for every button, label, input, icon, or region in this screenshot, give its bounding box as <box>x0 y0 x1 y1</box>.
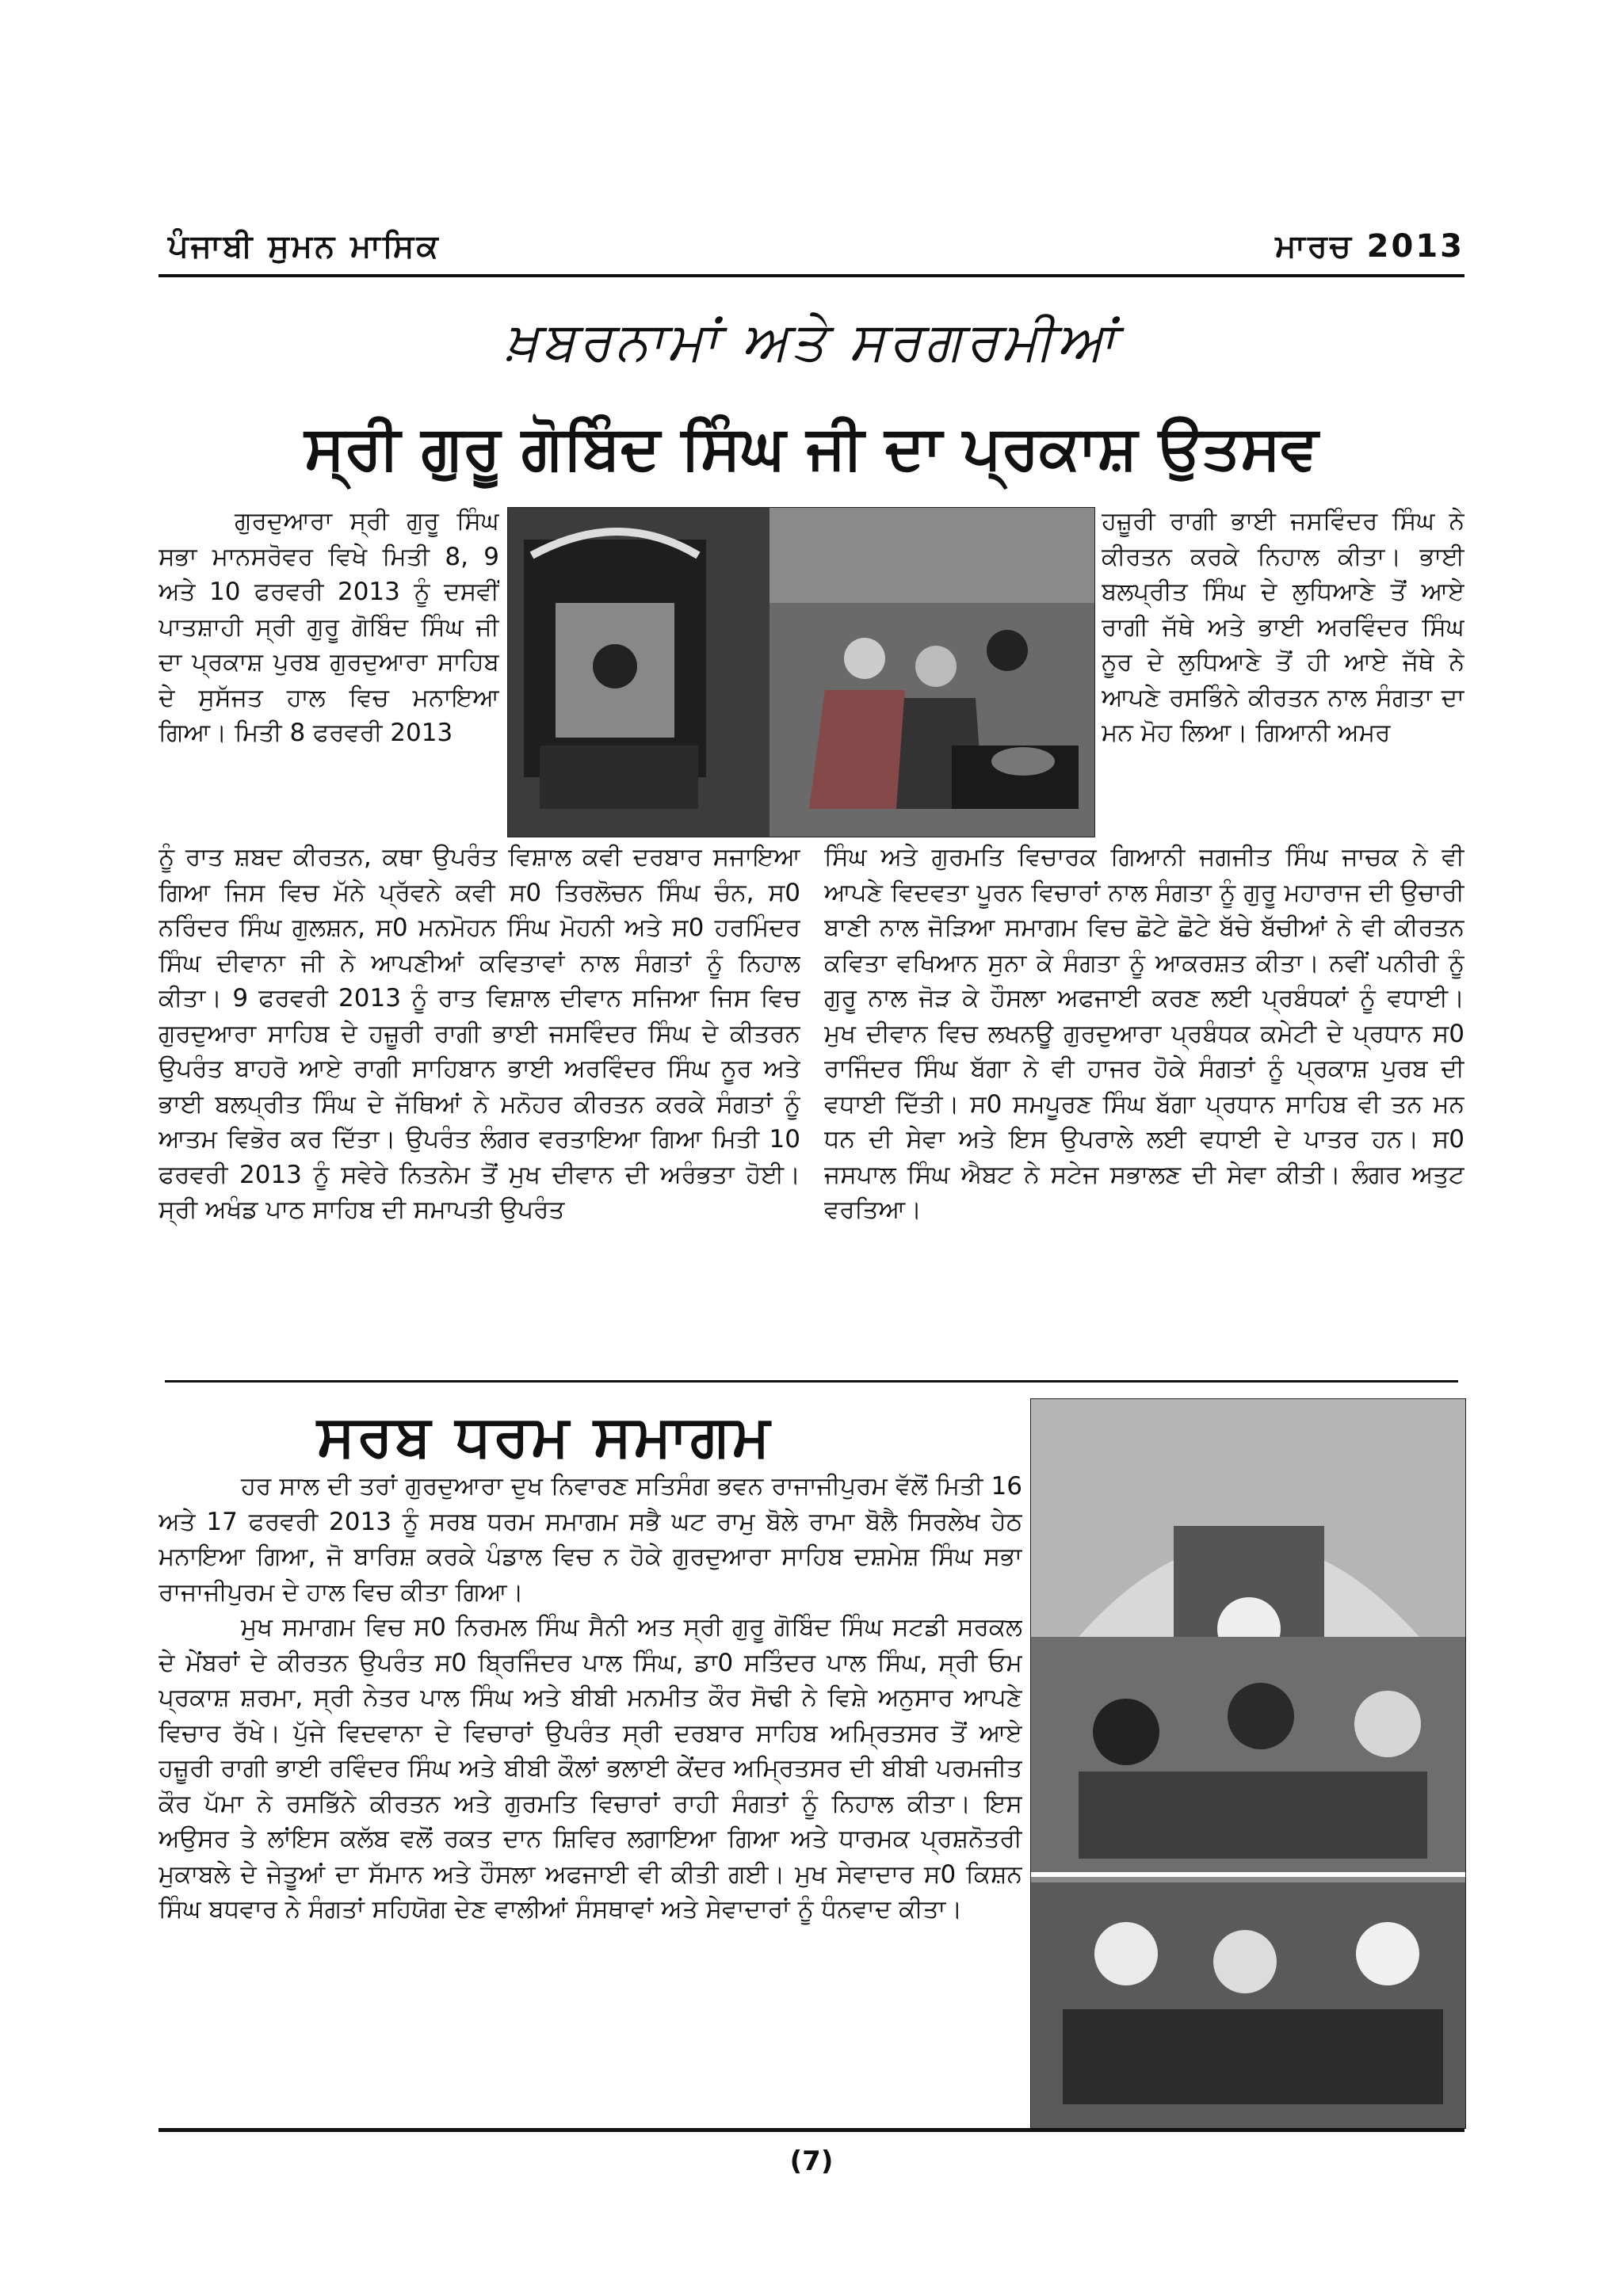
header-rule <box>158 274 1465 277</box>
sarab-dharam-photo-image <box>1031 1399 1465 2128</box>
kirtan-photo-image <box>508 508 1094 837</box>
article2-paragraph-1: ਹਰ ਸਾਲ ਦੀ ਤਰਾਂ ਗੁਰਦੁਆਰਾ ਦੁਖ ਨਿਵਾਰਣ ਸਤਿਸੰਗ ਭਵਨ ਰਾਜਾਜੀਪੁਰਮ ਵੱਲੋਂ ਮਿਤੀ 16 ਅਤੇ 17 ਫਰਵਰੀ 2013 ਨੂੰ ਸਰਬ ਧਰਮ ਸਮਾਗਮ ਸਭੈ ਘਟ ਰਾਮੁ ਬੋਲੇ ਰਾਮਾ ਬੋਲੈ ਸਿਰਲੇਖ ਹੇਠ ਮਨਾਇਆ ਗਿਆ, ਜੋ ਬਾਰਿਸ਼ ਕਰਕੇ ਪੰਡਾਲ ਵਿਚ ਨ ਹੋਕੇ ਗੁਰਦੁਆਰਾ ਸਾਹਿਬ ਦਸ਼ਮੇਸ਼ ਸਿੰਘ ਸਭਾ ਰਾਜਾਜੀਪੁਰਮ ਦੇ ਹਾਲ ਵਿਚ ਕੀਤਾ ਗਿਆ। <box>158 1472 1022 1607</box>
running-header-right: ਮਾਰਚ 2013 <box>1275 228 1465 265</box>
footer-rule <box>158 2128 1465 2132</box>
article-separator <box>165 1380 1458 1383</box>
article1-col-left-top <box>158 504 499 837</box>
article2-title: ਸਰਬ ਧਰਮ ਸਮਾਗਮ <box>317 1402 773 1469</box>
page-number: (7) <box>789 2145 834 2177</box>
kirtan-photo <box>507 507 1095 837</box>
article1-col-right-bottom <box>824 840 1465 1379</box>
article1-col-left-bottom <box>158 840 800 1379</box>
section-banner: ਖ਼ਬਰਨਾਮਾਂ ਅਤੇ ਸਰਗਰਮੀਆਂ <box>504 311 1119 373</box>
article1-col-right-top <box>1102 504 1465 837</box>
sarab-dharam-photo <box>1030 1398 1466 2129</box>
article1-text: ਗੁਰਦੁਆਰਾ ਸ੍ਰੀ ਗੁਰੂ ਸਿੰਘ ਸਭਾ ਮਾਨਸਰੋਵਰ ਵਿਖੇ ਮਿਤੀ 8, 9 ਅਤੇ 10 ਫਰਵਰੀ 2013 ਨੂੰ ਦਸਵੀਂ ਪਾਤਸ਼ਾਹੀ ਸ੍ਰੀ ਗੁਰੂ ਗੋਬਿੰਦ ਸਿੰਘ ਜੀ ਦਾ ਪ੍ਰਕਾਸ਼ ਪੁਰਬ ਗੁਰਦੁਆਰਾ ਸਾਹਿਬ ਦੇ ਸੁਸੱਜਤ ਹਾਲ ਵਿਚ ਮਨਾਇਆ ਗਿਆ। ਮਿਤੀ 8 ਫਰਵਰੀ 2013 <box>158 507 499 747</box>
article1-text: ਸਿੰਘ ਅਤੇ ਗੁਰਮਤਿ ਵਿਚਾਰਕ ਗਿਆਨੀ ਜਗਜੀਤ ਸਿੰਘ ਜਾਚਕ ਨੇ ਵੀ ਆਪਣੇ ਵਿਦਵਤਾ ਪੂਰਨ ਵਿਚਾਰਾਂ ਨਾਲ ਸੰਗਤਾ ਨੂੰ ਗੁਰੂ ਮਹਾਰਾਜ ਦੀ ਉਚਾਰੀ ਬਾਣੀ ਨਾਲ ਜੋੜਿਆ ਸਮਾਗਮ ਵਿਚ ਛੋਟੇ ਛੋਟੇ ਬੱਚੇ ਬੱਚੀਆਂ ਨੇ ਵੀ ਕੀਰਤਨ ਕਵਿਤਾ ਵਖਿਆਨ ਸੁਨਾ ਕੇ ਸੰਗਤਾ ਨੂੰ ਆਕਰਸ਼ਤ ਕੀਤਾ। ਨਵੀਂ ਪਨੀਰੀ ਨੂੰ ਗੁਰੂ ਨਾਲ ਜੋੜ ਕੇ ਹੌਸਲਾ ਅਫਜਾਈ ਕਰਣ ਲਈ ਪ੍ਰਬੰਧਕਾਂ ਨੂੰ ਵਧਾਈ। ਮੁਖ ਦੀਵਾਨ ਵਿਚ ਲਖਨਊ ਗੁਰਦੁਆਰਾ ਪ੍ਰਬੰਧਕ ਕਮੇਟੀ ਦੇ ਪ੍ਰਧਾਨ ਸ0 ਰਾਜਿੰਦਰ ਸਿੰਘ ਬੱਗਾ ਨੇ ਵੀ ਹਾਜਰ ਹੋਕੇ ਸੰਗਤਾਂ ਨੂੰ ਪ੍ਰਕਾਸ਼ ਪੁਰਬ ਦੀ ਵਧਾਈ ਦਿੱਤੀ। ਸ0 ਸਮਪੂਰਣ ਸਿੰਘ ਬੱਗਾ ਪ੍ਰਧਾਨ ਸਾਹਿਬ ਵੀ ਤਨ ਮਨ ਧਨ ਦੀ ਸੇਵਾ ਅਤੇ ਇਸ ਉਪਰਾਲੇ ਲਈ ਵਧਾਈ ਦੇ ਪਾਤਰ ਹਨ। ਸ0 ਜਸਪਾਲ ਸਿੰਘ ਐਬਟ ਨੇ ਸਟੇਜ ਸਭਾਲਣ ਦੀ ਸੇਵਾ ਕੀਤੀ। ਲੰਗਰ ਅਤੁਟ ਵਰਤਿਆ। <box>824 843 1465 1224</box>
article1-text: ਨੂੰ ਰਾਤ ਸ਼ਬਦ ਕੀਰਤਨ, ਕਥਾ ਉਪਰੰਤ ਵਿਸ਼ਾਲ ਕਵੀ ਦਰਬਾਰ ਸਜਾਇਆ ਗਿਆ ਜਿਸ ਵਿਚ ਮੱਨੇ ਪ੍ਰੱਵਨੇ ਕਵੀ ਸ0 ਤਿਰਲੋਚਨ ਸਿੰਘ ਚੰਨ, ਸ0 ਨਰਿੰਦਰ ਸਿੰਘ ਗੁਲਸ਼ਨ, ਸ0 ਮਨਮੋਹਨ ਸਿੰਘ ਮੋਹਨੀ ਅਤੇ ਸ0 ਹਰਮਿੰਦਰ ਸਿੰਘ ਦੀਵਾਨਾ ਜੀ ਨੇ ਆਪਣੀਆਂ ਕਵਿਤਾਵਾਂ ਨਾਲ ਸੰਗਤਾਂ ਨੂੰ ਨਿਹਾਲ ਕੀਤਾ। 9 ਫਰਵਰੀ 2013 ਨੂੰ ਰਾਤ ਵਿਸ਼ਾਲ ਦੀਵਾਨ ਸਜਿਆ ਜਿਸ ਵਿਚ ਗੁਰਦੁਆਰਾ ਸਾਹਿਬ ਦੇ ਹਜ਼ੂਰੀ ਰਾਗੀ ਭਾਈ ਜਸਵਿੰਦਰ ਸਿੰਘ ਦੇ ਕੀਤਰਨ ਉਪਰੰਤ ਬਾਹਰੋ ਆਏ ਰਾਗੀ ਸਾਹਿਬਾਨ ਭਾਈ ਅਰਵਿੰਦਰ ਸਿੰਘ ਨੂਰ ਅਤੇ ਭਾਈ ਬਲਪ੍ਰੀਤ ਸਿੰਘ ਦੇ ਜੱਥਿਆਂ ਨੇ ਮਨੋਹਰ ਕੀਰਤਨ ਕਰਕੇ ਸੰਗਤਾਂ ਨੂੰ ਆਤਮ ਵਿਭੋਰ ਕਰ ਦਿੱਤਾ। ਉਪਰੰਤ ਲੰਗਰ ਵਰਤਾਇਆ ਗਿਆ ਮਿਤੀ 10 ਫਰਵਰੀ 2013 ਨੂੰ ਸਵੇਰੇ ਨਿਤਨੇਮ ਤੋਂ ਮੁਖ ਦੀਵਾਨ ਦੀ ਅਰੰਭਤਾ ਹੋਈ। ਸ੍ਰੀ ਅਖੰਡ ਪਾਠ ਸਾਹਿਬ ਦੀ ਸਮਾਪਤੀ ਉਪਰੰਤ <box>158 843 800 1224</box>
article1-text: ਹਜ਼ੂਰੀ ਰਾਗੀ ਭਾਈ ਜਸਵਿੰਦਰ ਸਿੰਘ ਨੇ ਕੀਰਤਨ ਕਰਕੇ ਨਿਹਾਲ ਕੀਤਾ। ਭਾਈ ਬਲਪ੍ਰੀਤ ਸਿੰਘ ਦੇ ਲੁਧਿਆਣੇ ਤੋਂ ਆਏ ਰਾਗੀ ਜੱਥੇ ਅਤੇ ਭਾਈ ਅਰਵਿੰਦਰ ਸਿੰਘ ਨੂਰ ਦੇ ਲੁਧਿਆਣੇ ਤੋਂ ਹੀ ਆਏ ਜੱਥੇ ਨੇ ਆਪਣੇ ਰਸਭਿੰਨੇ ਕੀਰਤਨ ਨਾਲ ਸੰਗਤਾ ਦਾ ਮਨ ਮੋਹ ਲਿਆ। ਗਿਆਨੀ ਅਮਰ <box>1102 507 1465 747</box>
article1-title: ਸ੍ਰੀ ਗੁਰੂ ਗੋਬਿੰਦ ਸਿੰਘ ਜੀ ਦਾ ਪ੍ਰਕਾਸ਼ ਉਤਸਵ <box>304 412 1319 482</box>
article2-body <box>158 1469 1022 2103</box>
running-header-left: ਪੰਜਾਬੀ ਸੁਮਨ ਮਾਸਿਕ <box>168 228 441 265</box>
article2-paragraph-2: ਮੁਖ ਸਮਾਗਮ ਵਿਚ ਸ0 ਨਿਰਮਲ ਸਿੰਘ ਸੈਨੀ ਅਤ ਸ੍ਰੀ ਗੁਰੂ ਗੋਬਿੰਦ ਸਿੰਘ ਸਟਡੀ ਸਰਕਲ ਦੇ ਮੇਂਬਰਾਂ ਦੇ ਕੀਰਤਨ ਉਪਰੰਤ ਸ0 ਬ੍ਰਿਜਿੰਦਰ ਪਾਲ ਸਿੰਘ, ਡਾ0 ਸਤਿੰਦਰ ਪਾਲ ਸਿੰਘ, ਸ੍ਰੀ ਓਮ ਪ੍ਰਕਾਸ਼ ਸ਼ਰਮਾ, ਸ੍ਰੀ ਨੇਤਰ ਪਾਲ ਸਿੰਘ ਅਤੇ ਬੀਬੀ ਮਨਮੀਤ ਕੌਰ ਸੋਢੀ ਨੇ ਵਿਸ਼ੇ ਅਨੁਸਾਰ ਆਪਣੇ ਵਿਚਾਰ ਰੱਖੇ। ਪੁੱਜੇ ਵਿਦਵਾਨਾ ਦੇ ਵਿਚਾਰਾਂ ਉਪਰੰਤ ਸ੍ਰੀ ਦਰਬਾਰ ਸਾਹਿਬ ਅਮ੍ਰਿਤਸਰ ਤੋਂ ਆਏ ਹਜ਼ੂਰੀ ਰਾਗੀ ਭਾਈ ਰਵਿੰਦਰ ਸਿੰਘ ਅਤੇ ਬੀਬੀ ਕੌਲਾਂ ਭਲਾਈ ਕੇਂਦਰ ਅਮ੍ਰਿਤਸਰ ਦੀ ਬੀਬੀ ਪਰਮਜੀਤ ਕੌਰ ਪੱਮਾ ਨੇ ਰਸਭਿੱਨੇ ਕੀਰਤਨ ਅਤੇ ਗੁਰਮਤਿ ਵਿਚਾਰਾਂ ਰਾਹੀ ਸੰਗਤਾਂ ਨੂੰ ਨਿਹਾਲ ਕੀਤਾ। ਇਸ ਅਉਸਰ ਤੇ ਲਾਂਇਸ ਕਲੱਬ ਵਲੋਂ ਰਕਤ ਦਾਨ ਸ਼ਿਵਿਰ ਲਗਾਇਆ ਗਿਆ ਅਤੇ ਧਾਰਮਕ ਪ੍ਰਸ਼ਨੋਤਰੀ ਮੁਕਾਬਲੇ ਦੇ ਜੇਤੂਆਂ ਦਾ ਸੱਮਾਨ ਅਤੇ ਹੌਸਲਾ ਅਫਜਾਈ ਵੀ ਕੀਤੀ ਗਈ। ਮੁਖ ਸੇਵਾਦਾਰ ਸ0 ਕਿਸ਼ਨ ਸਿੰਘ ਬਧਵਾਰ ਨੇ ਸੰਗਤਾਂ ਸਹਿਯੋਗ ਦੇਣ ਵਾਲੀਆਂ ਸੰਸਥਾਵਾਂ ਅਤੇ ਸੇਵਾਦਾਰਾਂ ਨੂੰ ਧੰਨਵਾਦ ਕੀਤਾ। <box>158 1613 1022 1924</box>
